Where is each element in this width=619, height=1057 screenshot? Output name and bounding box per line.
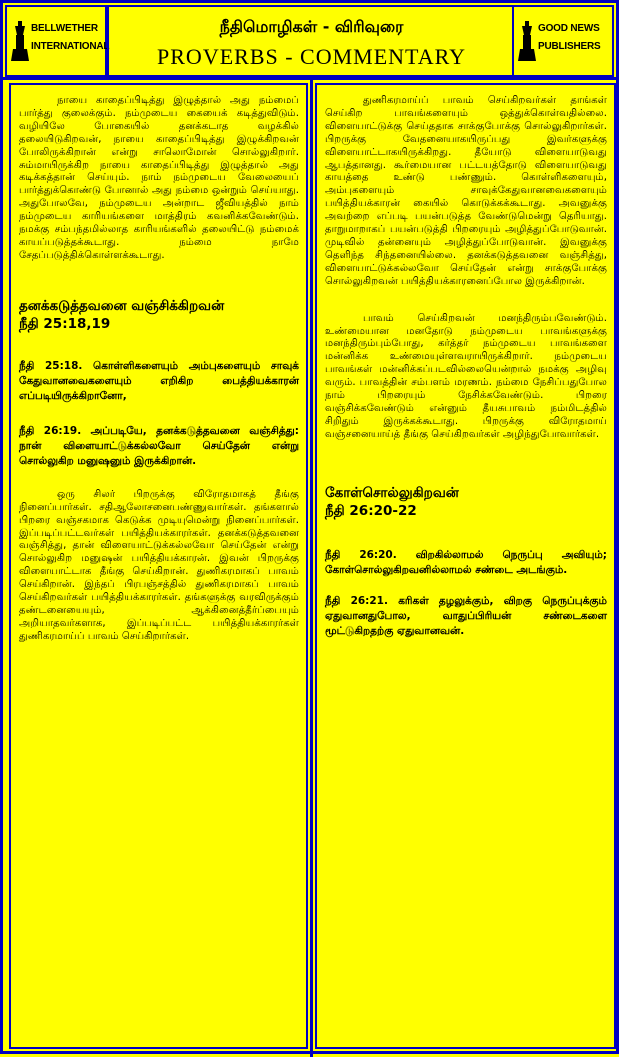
bell-tower-icon bbox=[518, 21, 536, 61]
verse-text: நீதி 26:19. அப்படியே, தனக்கடுத்தவனை வஞ்சித்து: நான் விளையாட்டுக்கல்லவோ செய்தேன் என்று சொல்லுகிற மனுஷனும் இருக்கிறான். bbox=[19, 424, 299, 467]
section-heading: கோள்சொல்லுகிறவன் bbox=[325, 484, 459, 501]
paragraph: நாயை காதைப்பிடித்து இழுத்தால் அது நம்மைப் பார்த்து குலைக்கும். நம்முடைய கையைக் கடித்துவிடும். வழியிலே போகையில் தனக்கடாத வழக்கில் தலையிடுகிறவன், நாயை காதைப்பிடித்து இழுக்கிறவன் போலிருக்கிறான் என்று சாலொமோன் சொல்லுகிறார். சும்மாயிருக்கிற நாயை காதைப்பிடித்து இழுத்தால் அது கடிக்கத்தான் செய்யும். நாம் நம்முடைய வேலையைப் பார்த்துக்கொண்டு போனால் அது நம்மை ஒன்றும் செய்யாது. அதுபோலவே, நம்முடைய அன்றாட ஜீவியத்தில் நாம் நம்முடைய காரியங்களை மாத்திரம் கவனிக்கவேண்டும். நமக்கு சம்பந்தமில்லாத காரியங்களில் தலையிட்டு நம்மைக் காயப்படுத்தக்கூடாது. நம்மை நாமே சேதப்படுத்திக்கொள்ளக்கூடாது. bbox=[19, 95, 299, 261]
section-reference: நீதி 25:18,19 bbox=[19, 315, 111, 332]
logo-text-line2: INTERNATIONAL bbox=[31, 41, 110, 52]
section-heading: தனக்கடுத்தவனை வஞ்சிக்கிறவன் bbox=[19, 297, 225, 314]
bellwether-logo bbox=[5, 5, 110, 77]
header bbox=[3, 3, 616, 80]
logo-text-line1: GOOD NEWS bbox=[538, 23, 600, 34]
title-english: PROVERBS - COMMENTARY bbox=[157, 44, 466, 69]
verse-text: நீதி 25:18. கொள்ளிகளையும் அம்புகளையும் சாவுக் கேதுவானவைகளையும் எறிகிற பைத்தியக்காரன் எப்படியிருக்கிறானோ, bbox=[19, 359, 299, 402]
verse-text: நீதி 26:21. கரிகள் தழலுக்கும், விறகு நெருப்புக்கும் ஏதுவானதுபோல, வாதுப்பிரியன் சண்டைகளை மூட்டுகிறதற்கு ஏதுவானவன். bbox=[325, 594, 607, 637]
right-column bbox=[315, 83, 616, 1049]
section-reference: நீதி 26:20-22 bbox=[325, 502, 417, 519]
title-tamil: நீதிமொழிகள் - விரிவுரை bbox=[219, 17, 404, 36]
paragraph: ஒரு சிலர் பிறருக்கு விரோதமாகத் தீங்கு நினைப்பார்கள். சதிஆலோசனைபண்ணுவார்கள். தங்களால் பிறரை வஞ்சகமாக கெடுக்க முடியுமென்று நினைப்பார்கள். இப்படிப்பட்டவர்கள் பயித்தியக்காரர்கள். தனக்கடுத்தவனை வஞ்சித்து, தான் விளையாட்டுக்கல்லவோ செய்தேன் என்று சொல்லுகிற மனுஷன் பயித்தியக்காரன். இவன் பிறருக்கு விளையாட்டாக தீங்கு செய்கிறான். துணிகரமாகப் பாவம் செய்கிறான். இந்தப் பிரபஞ்சத்தில் துணிகரமாகப் பாவம் செய்கிறவர்கள் பயித்தியக்காரர்கள். தங்களுக்கு வரவிருக்கும் தண்டனையையும், ஆக்கினைத்தீர்ப்பையும் அறியாதவர்களாக, இப்படிப்பட்ட பயித்தியக்காரர்கள் துணிகரமாய்ப் பாவம் செய்கிறார்கள். bbox=[19, 488, 299, 642]
left-column bbox=[9, 83, 308, 1049]
column-divider bbox=[310, 79, 313, 1057]
verse-text: நீதி 26:20. விறகில்லாமல் நெருப்பு அவியும்; கோள்சொல்லுகிறவனில்லாமல் சண்டை அடங்கும். bbox=[325, 548, 607, 576]
paragraph: பாவம் செய்கிறவன் மனந்திரும்பவேண்டும். உண்மையான மனதோடு நம்முடைய பாவங்களுக்கு மனந்திரும்பும்போது, கர்த்தர் நம்முடைய பாவங்களை மன்னிக்க உண்மையுள்ளவராயிருக்கிறார். நம்முடைய பாவங்கள் மன்னிக்கப்படவில்லையென்றால் நமக்கு அழிவு வரும். பாவத்தின் சம்பளம் மரணம். நம்மை நேசிப்பதுபோல நாம் பிறரையும் நேசிக்கவேண்டும். பிறரை வஞ்சிக்கவேண்டும் என்னும் தீயசுபாவம் நம்மிடத்தில் சிறிதும் இருக்கக்கூடாது. பிறருக்கு விரோதமாய் வஞ்சனையாய்த் தீங்கு செய்கிறவர்கள் அழிந்துபோவார்கள். bbox=[325, 312, 607, 440]
good-news-logo bbox=[512, 5, 614, 77]
title-box bbox=[107, 5, 516, 77]
paragraph: துணிகரமாய்ப் பாவம் செய்கிறவர்கள் தாங்கள் செய்கிற பாவங்களையும் ஒத்துக்கொள்வதில்லை. விளையாட்டுக்கு செய்ததாக சாக்குபோக்கு சொல்லுகிறார்கள். பிறருக்கு வேதனையாகயிருப்பது இவர்களுக்கு விளையாட்டாகயிருக்கிறது. தீயோடு விளையாடுவது ஆபத்தானது. கூர்மையான பட்டயத்தோடு விளையாடுவது காயத்தை உண்டு பண்ணும். கொள்ளிகளையும், அம்புகளையும் சாவுக்கேதுவானவைகளையும் பயித்தியக்காரன் கையில் கொடுக்கக்கூடாது. அவனுக்கு அவற்றை எப்படி பயன்படுத்த வேண்டுமென்று தெரியாது. தாறுமாறாகப் பயன்படுத்தி பிறரையும் அழித்துப்போடுவான். முடிவில் தன்னையும் அழித்துப்போடுவான். இவனுக்கு தெளிந்த சிந்தனையில்லை. தனக்கடுத்தவனை வஞ்சித்து, விளையாட்டுக்கல்லவோ செய்தேன் என்று சாக்குபோக்கு சொல்லுகிறவன் பயித்தியக்காரனைப்போல இருக்கிறான். bbox=[325, 95, 607, 287]
bell-tower-icon bbox=[11, 21, 29, 61]
logo-text-line2: PUBLISHERS bbox=[538, 41, 601, 52]
logo-text-line1: BELLWETHER bbox=[31, 23, 98, 34]
